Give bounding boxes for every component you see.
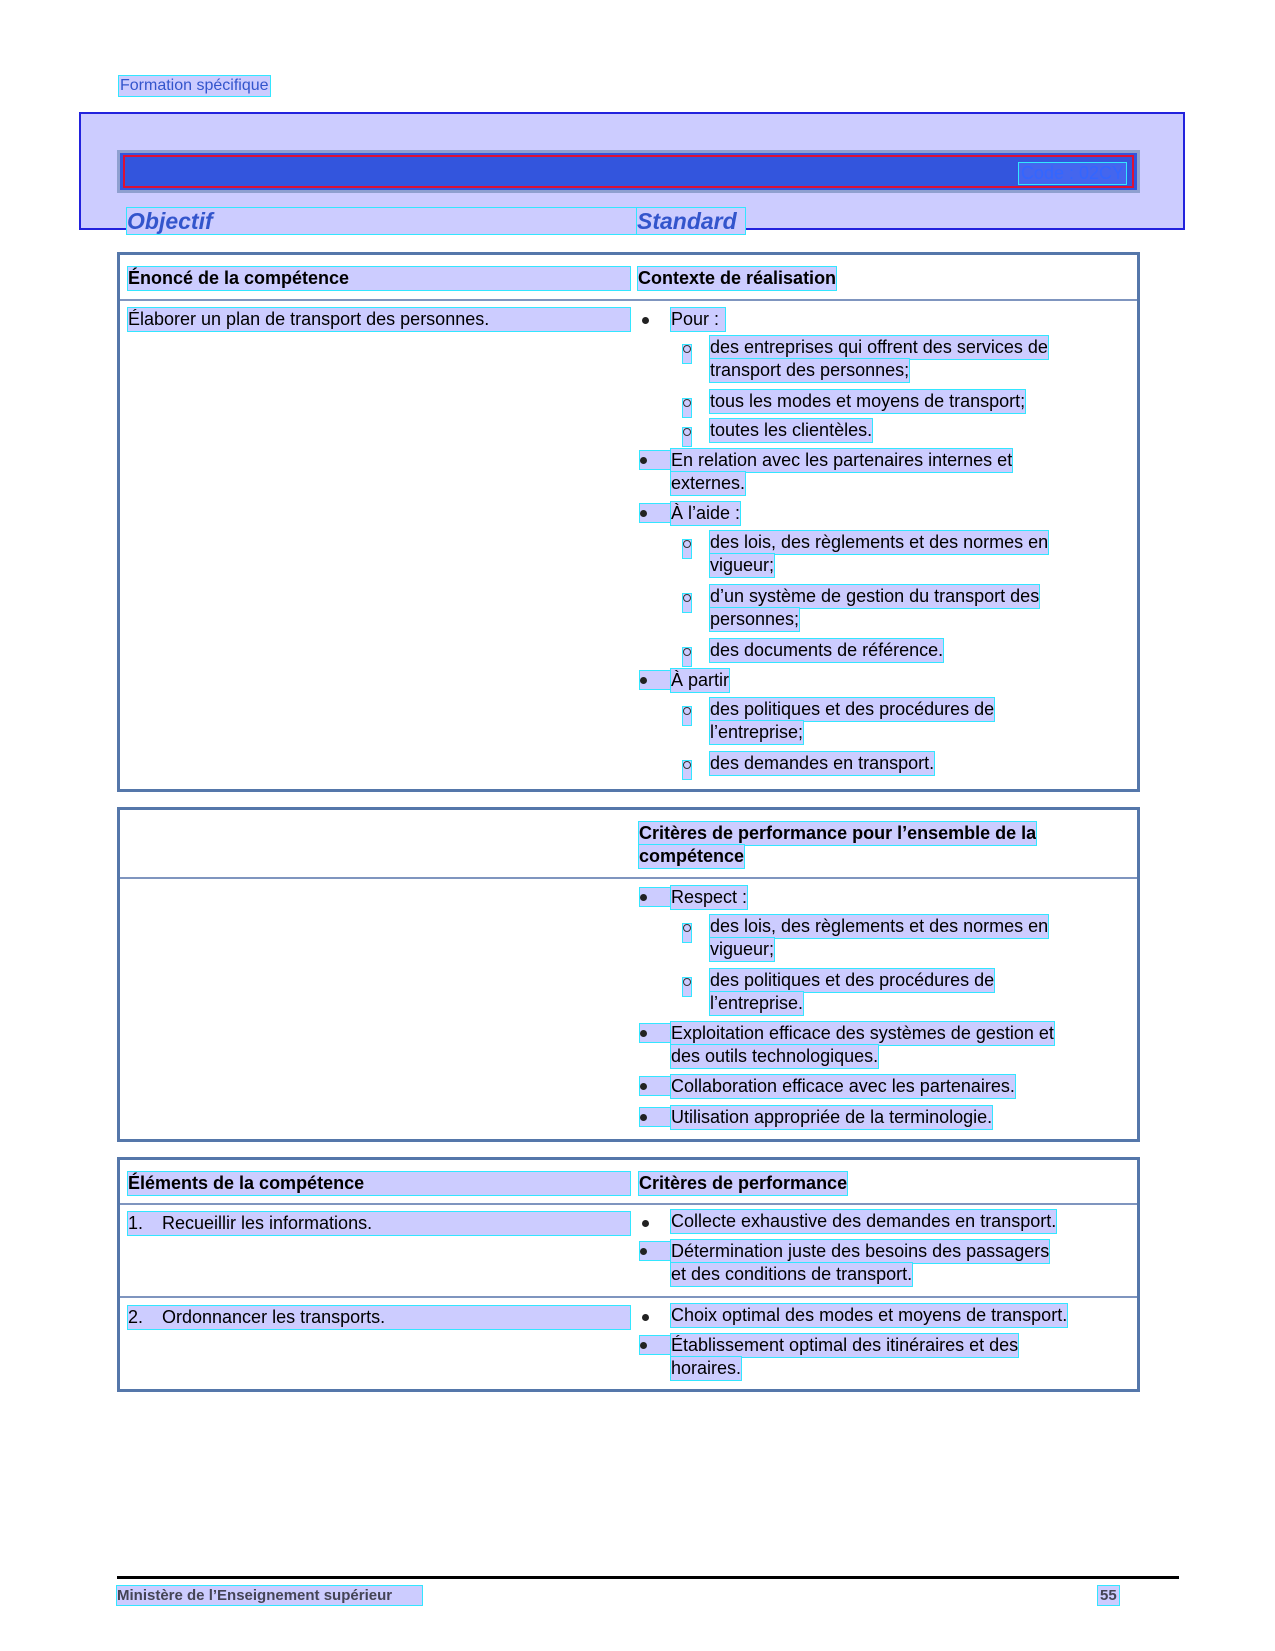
circle-bullet-icon xyxy=(683,978,691,986)
context-subitem-cont: l’entreprise; xyxy=(710,722,804,742)
element-1 xyxy=(128,1212,630,1235)
element-number: 1. xyxy=(128,1213,144,1233)
criteria-subitem: des politiques et des procédures de xyxy=(710,970,995,990)
context-subitem: d’un système de gestion du transport des xyxy=(710,586,1040,606)
element-1-criterion: Détermination juste des besoins des passagers xyxy=(671,1241,1050,1261)
objective-title: Objectif xyxy=(127,208,744,234)
row-separator xyxy=(120,1203,1137,1205)
footer-ministry: Ministère de l’Enseignement supérieur xyxy=(117,1586,422,1605)
context-item-pour: Pour : xyxy=(671,308,725,331)
criteria-respect: Respect : xyxy=(671,887,748,907)
circle-bullet-icon xyxy=(683,594,691,602)
circle-bullet-icon xyxy=(683,399,691,407)
criteria-exploitation-cont: des outils technologiques. xyxy=(671,1046,879,1066)
performance-criteria-header: Critères de performance xyxy=(639,1173,848,1193)
context-subitem: des entreprises qui offrent des services de xyxy=(710,337,1048,357)
bullet-icon xyxy=(640,1248,647,1255)
course-code: Code : 02CY xyxy=(1020,163,1124,183)
competency-context-table xyxy=(117,252,1140,792)
element-number: 2. xyxy=(128,1307,144,1327)
bullet-icon xyxy=(640,510,647,517)
bullet-icon xyxy=(640,1114,647,1121)
page-number: 55 xyxy=(1100,1587,1117,1604)
context-item-partir: À partir xyxy=(671,670,730,690)
context-subitem: des lois, des règlements et des normes en xyxy=(710,532,1049,552)
circle-bullet-icon xyxy=(683,761,691,769)
circle-bullet-icon xyxy=(683,648,691,656)
footer-rule xyxy=(117,1576,1179,1579)
criteria-collaboration: Collaboration efficace avec les partenaires. xyxy=(671,1076,1015,1096)
circle-bullet-icon xyxy=(683,428,691,436)
bullet-icon xyxy=(640,1030,647,1037)
overall-criteria-table xyxy=(117,807,1140,1142)
bullet-icon xyxy=(642,1314,649,1321)
bullet-icon xyxy=(642,317,649,324)
row-separator xyxy=(120,877,1137,879)
criteria-subitem: des lois, des règlements et des normes en xyxy=(710,916,1049,936)
bullet-icon xyxy=(640,677,647,684)
circle-bullet-icon xyxy=(683,924,691,932)
context-subitem: des documents de référence. xyxy=(710,640,944,660)
overall-criteria-header-cont: compétence xyxy=(639,846,745,866)
criteria-exploitation: Exploitation efficace des systèmes de gestion et xyxy=(671,1023,1054,1043)
context-subitem-cont: vigueur; xyxy=(710,555,775,575)
element-2-criterion-cont: horaires. xyxy=(671,1358,742,1378)
context-subitem: tous les modes et moyens de transport; xyxy=(710,391,1026,411)
overall-criteria-header: Critères de performance pour l’ensemble de la xyxy=(639,823,1037,843)
elements-header: Éléments de la compétence xyxy=(128,1172,630,1195)
circle-bullet-icon xyxy=(683,707,691,715)
competency-statement-header: Énoncé de la compétence xyxy=(128,267,630,290)
bullet-icon xyxy=(640,1083,647,1090)
bullet-icon xyxy=(640,894,647,901)
context-item-aide: À l’aide : xyxy=(671,503,741,523)
row-separator xyxy=(120,299,1137,301)
element-2-criterion: Établissement optimal des itinéraires et des xyxy=(671,1335,1019,1355)
elements-criteria-table xyxy=(117,1157,1140,1392)
criteria-terminology: Utilisation appropriée de la terminologie. xyxy=(671,1107,993,1127)
bullet-icon xyxy=(640,457,647,464)
code-bar xyxy=(117,150,1140,193)
element-2 xyxy=(128,1306,630,1329)
context-subitem: toutes les clientèles. xyxy=(710,420,873,440)
circle-bullet-icon xyxy=(683,540,691,548)
circle-bullet-icon xyxy=(683,345,691,353)
element-text: Recueillir les informations. xyxy=(162,1213,373,1233)
bullet-icon xyxy=(642,1220,649,1227)
element-1-criterion: Collecte exhaustive des demandes en transport. xyxy=(671,1211,1057,1231)
context-subitem-cont: personnes; xyxy=(710,609,800,629)
context-subitem: des demandes en transport. xyxy=(710,753,935,773)
context-header: Contexte de réalisation xyxy=(638,268,837,288)
section-label: Formation spécifique xyxy=(120,77,269,94)
element-2-criterion: Choix optimal des modes et moyens de transport. xyxy=(671,1305,1068,1325)
element-text: Ordonnancer les transports. xyxy=(162,1307,386,1327)
criteria-subitem-cont: l’entreprise. xyxy=(710,993,804,1013)
element-1-criterion-cont: et des conditions de transport. xyxy=(671,1264,913,1284)
row-separator xyxy=(120,1296,1137,1298)
context-item-relation-cont: externes. xyxy=(671,473,746,493)
competency-statement: Élaborer un plan de transport des personnes. xyxy=(128,308,630,331)
code-bar-frame xyxy=(123,155,1134,188)
context-item-relation: En relation avec les partenaires internes et xyxy=(671,450,1013,470)
standard-title: Standard xyxy=(637,208,745,234)
criteria-subitem-cont: vigueur; xyxy=(710,939,775,959)
context-subitem-cont: transport des personnes; xyxy=(710,360,910,380)
bullet-icon xyxy=(640,1342,647,1349)
context-subitem: des politiques et des procédures de xyxy=(710,699,995,719)
